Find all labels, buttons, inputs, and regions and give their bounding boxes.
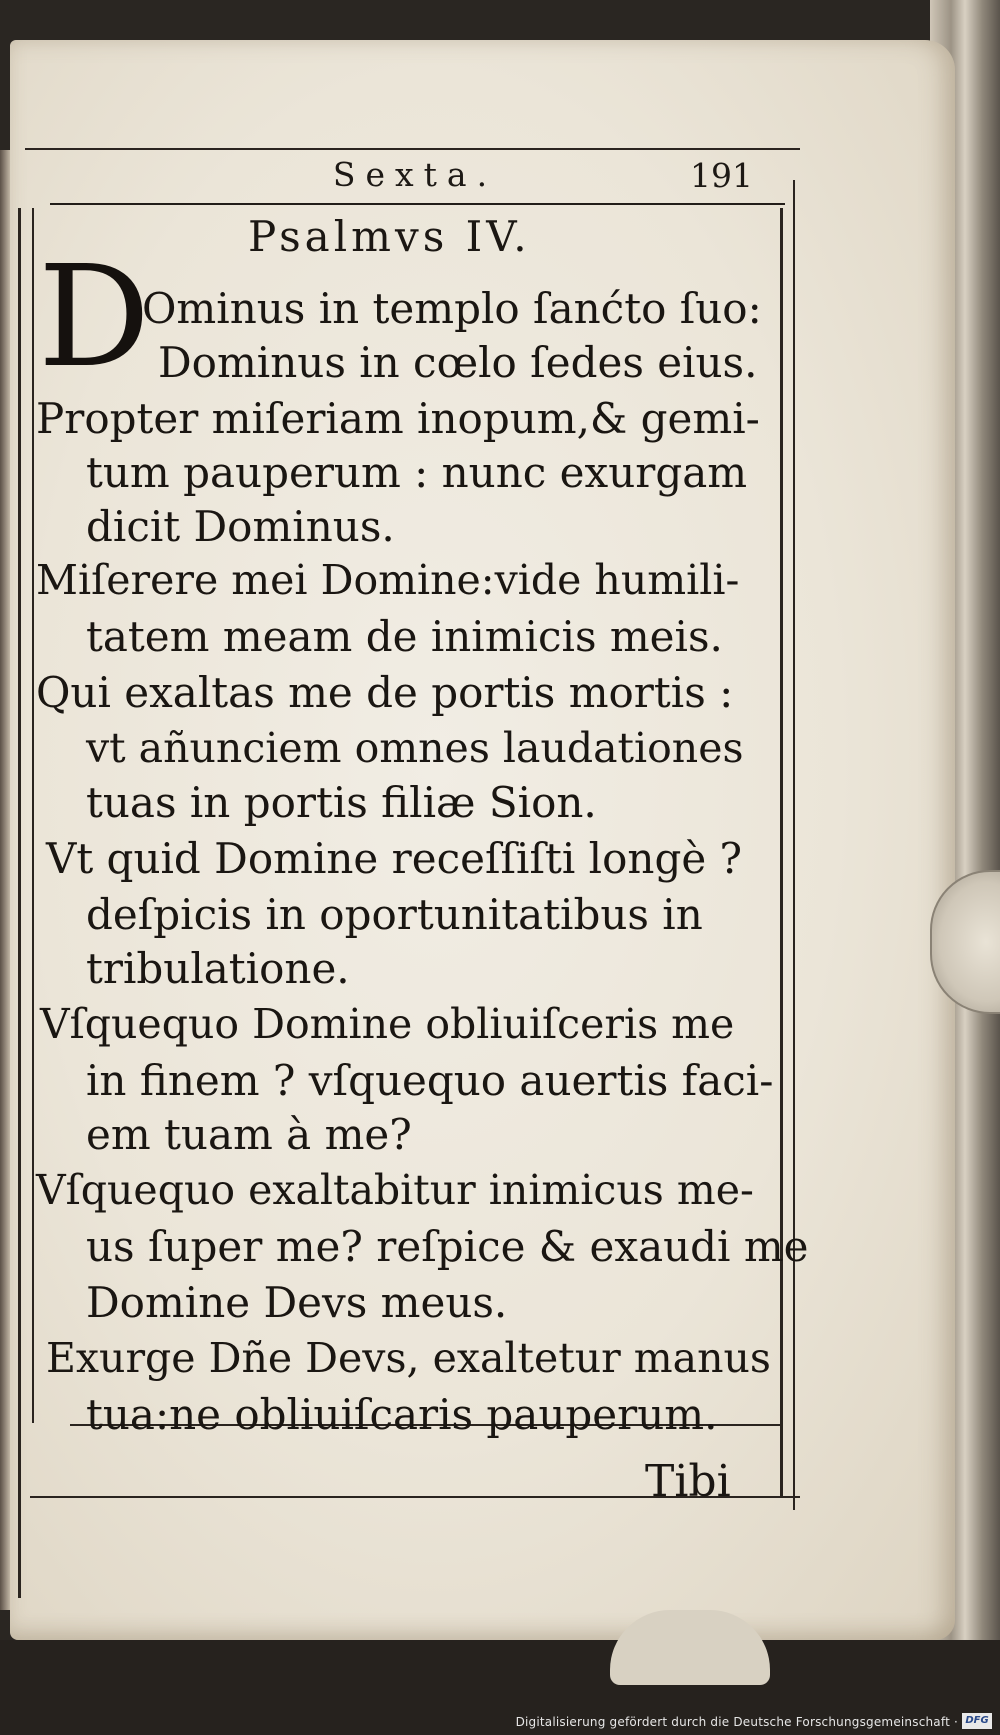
- text-line: Vſquequo exaltabitur inimicus me-: [36, 1166, 754, 1214]
- text-line: dicit Dominus.: [86, 502, 395, 551]
- text-line: tuas in portis filiæ Sion.: [86, 778, 597, 827]
- frame-left-inner-rule: [32, 208, 34, 1423]
- text-line: deſpicis in oportunitatibus in: [86, 890, 703, 939]
- dfg-logo: DFG: [962, 1713, 992, 1729]
- text-line: in finem ? vſquequo auertis faci-: [86, 1056, 774, 1105]
- text-line: us ſuper me? reſpice & exaudi me: [86, 1222, 809, 1271]
- text-line: em tuam à me?: [86, 1110, 412, 1159]
- text-line: Vt quid Domine receſſiſti longè ?: [46, 834, 743, 883]
- digitization-credit: Digitalisierung gefördert durch die Deutsche Forschungsgemeinschaft ·: [515, 1715, 958, 1729]
- text-line: Miſerere mei Domine:vide humili-: [36, 556, 740, 604]
- text-line: tatem meam de inimicis meis.: [86, 612, 723, 661]
- text-line: Ominus in templo ſanćto ſuo:: [142, 284, 762, 333]
- text-line: tum pauperum : nunc exurgam: [86, 448, 748, 497]
- running-head: Sexta.: [332, 155, 498, 194]
- text-line: Qui exaltas me de portis mortis :: [36, 668, 734, 717]
- header-rule: [25, 148, 800, 150]
- drop-cap: D: [38, 236, 151, 399]
- book-bottom-tab: [610, 1610, 770, 1685]
- text-line: vt añunciem omnes laudationes: [86, 724, 744, 772]
- text-line: tua:ne obliuiſcaris pauperum.: [86, 1390, 718, 1439]
- psalm-title: Psalmvs IV.: [248, 212, 531, 261]
- text-line: Propter miſeriam inopum,& gemi-: [36, 394, 760, 443]
- text-line: tribulatione.: [86, 944, 350, 993]
- frame-right-rule: [780, 208, 783, 1498]
- frame-left-rule: [18, 208, 21, 1598]
- text-line: Exurge Dñe Devs, exaltetur manus: [46, 1334, 771, 1382]
- page-number: 191: [690, 156, 753, 195]
- text-line: Dominus in cœlo ſedes eius.: [158, 338, 758, 387]
- frame-top-rule: [50, 203, 785, 205]
- text-line: Domine Devs meus.: [86, 1278, 508, 1327]
- text-line: Vſquequo Domine obliuiſceris me: [40, 1000, 735, 1048]
- frame-right-outer-rule: [793, 180, 795, 1510]
- catchword: Tibi: [645, 1456, 731, 1507]
